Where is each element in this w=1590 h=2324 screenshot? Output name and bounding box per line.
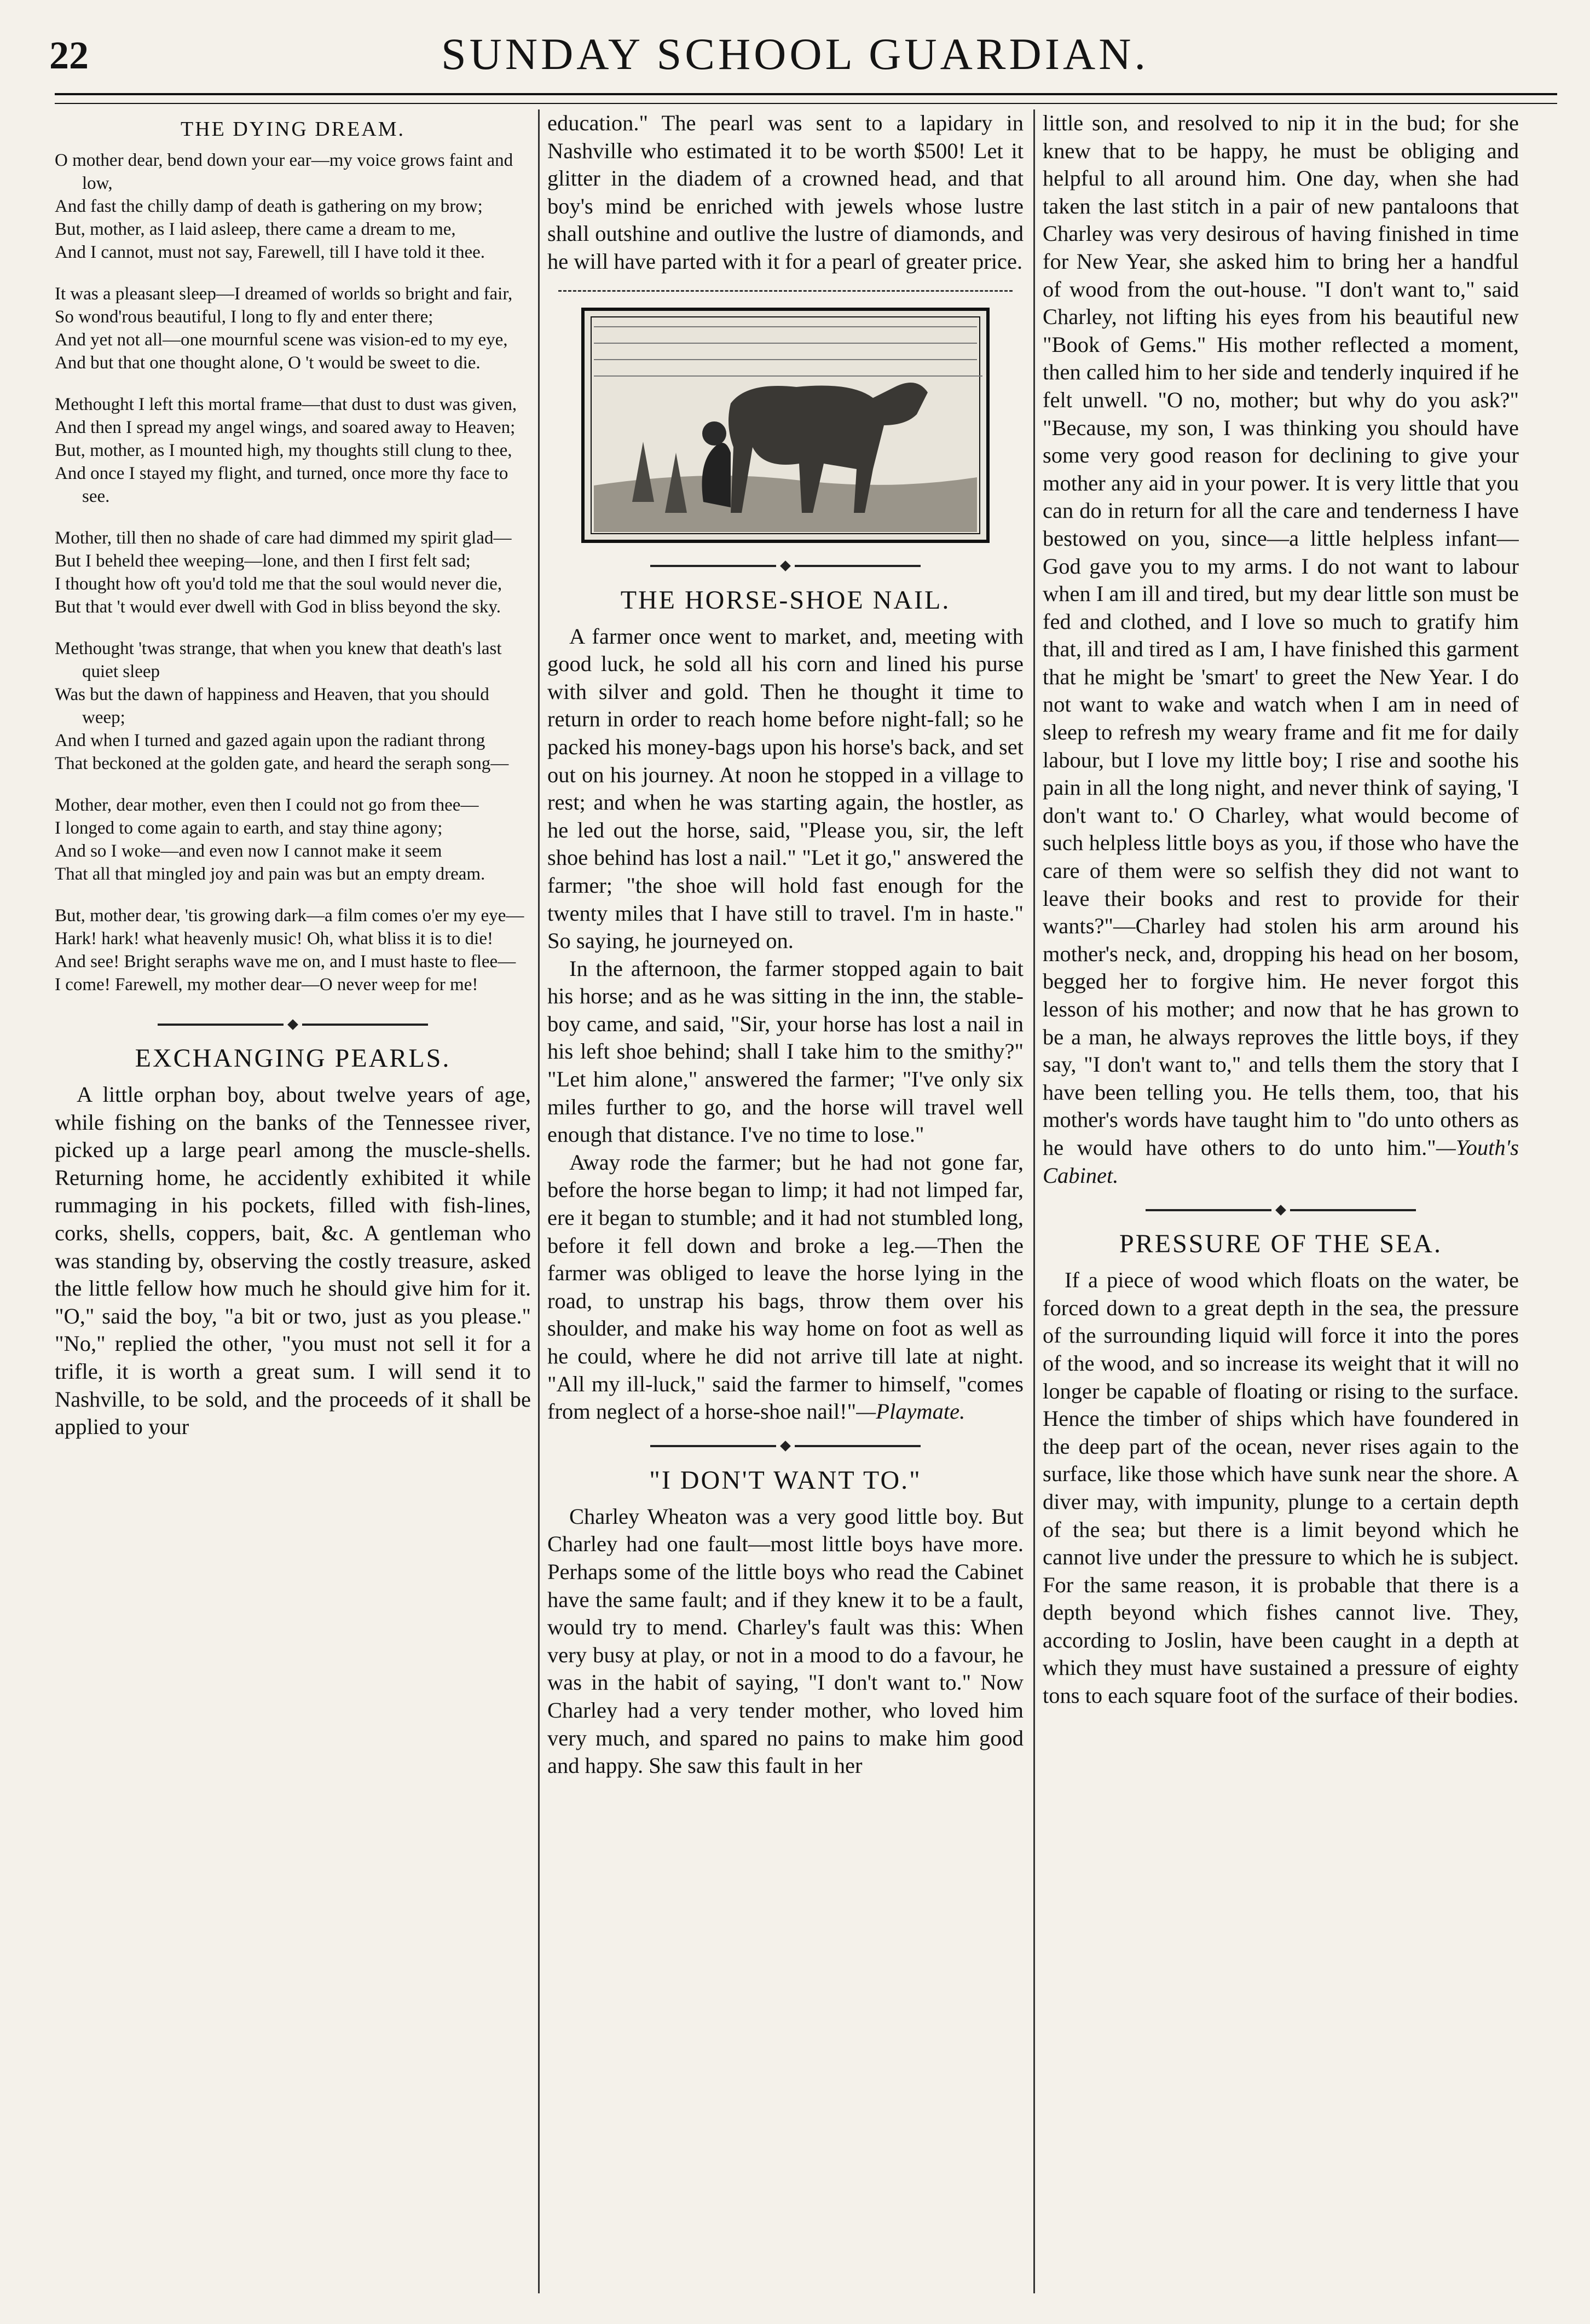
paragraph: education." The pearl was sent to a lapidary in Nashville who estimated it to be worth $500! Let it glitter in the diadem of a crowned head, and that boy's mind be enriched with jewels whose lustre shall outshine and outlive the lustre of diamonds, and he will have parted with it for a pearl of greater price. — [547, 111, 1024, 274]
article-title: "I DON'T WANT TO." — [649, 1465, 922, 1495]
column-3 — [1043, 109, 1519, 2293]
verse-line: Mother, till then no shade of care had dimmed my spirit glad— — [55, 528, 512, 548]
paragraph: A little orphan boy, about twelve years of age, while fishing on the banks of the Tennessee river, picked up a large pearl among the muscle-shells. Returning home, he accidently exhibited it while rummaging in his pockets, filled with fish-lines, corks, shells, coppers, bait, &c. A gentleman who was standing by, observing the costly treasure, asked the little fellow how much he should give him for it. "O," said the boy, "a bit or two, just as you please." "No," replied the other, "you must not sell it for a trifle, it is worth a great sum. I will send it to Nashville, to be sold, and the proceeds of it shall be applied to your — [55, 1082, 531, 1440]
verse-line: I thought how oft you'd told me that the soul would never die, — [55, 574, 502, 594]
column-divider — [538, 109, 540, 2293]
paragraph-text: little son, and resolved to nip it in the bud; for she knew that to be happy, he must be obliging and helpful to all around him. One day, when she had taken the last stitch in a pair of new pantaloons that Charley was very desirous of having finished in time for New Year, she asked him to bring her a handful of wood from the out-house. "I don't want to," said Charley, not lifting his eyes from his beautiful new "Book of Gems." His mother reflected a moment, then called him to her side and tenderly inquired if he felt unwell. "O no, mother; but why do you ask?" "Because, my son, I was thinking you should have some very good reason for declining to give your mother any aid in your power. It is very little that you can do in return for all the care and tenderness I have bestowed on you, since—a little helpless infant—God gave you to my arms. I do not want to labour when I am ill and tired, but my dear little son must be fed and clothed, and I love so much to gratify him that, ill and tired as I am, I have finished this garment that he might be 'smart' to greet the New Year. I do not want to wake and watch when I am in need of sleep to refresh my weary frame and fit me for daily labour, but I love my little boy; I rise and soothe his pain in all the long night, and never think of saying, 'I don't want to.' O Charley, what would become of such helpless little boys as you, if those who have the care of them were so selfish they did not want to leave their books and rest to provide for their wants?"—Charley had stolen his arm around his mother's neck, and, dropping his head on her bosom, begged her to forgive him. He never forgot this lesson of his mother; and now that he has grown to be a man, he always reproves the little boys, if they say, "I don't want to," and tells them the story that I have been telling you. He tells them, too, that his mother's words have taught him to "do unto others as he would have others to do unto him." — [1043, 111, 1519, 1160]
page-number: 22 — [49, 33, 89, 77]
horse-woodcut-image — [566, 305, 1004, 546]
section-ornament — [1043, 1200, 1519, 1218]
horse-illustration — [566, 305, 1004, 546]
verse-line: Methought I left this mortal frame—that dust to dust was given, — [55, 395, 517, 414]
article-body — [55, 1081, 531, 1441]
verse-line: And when I turned and gazed again upon the radiant throng — [55, 731, 485, 750]
page-header — [33, 22, 1557, 88]
verse-line: I longed to come again to earth, and stay thine agony; — [55, 818, 443, 838]
paragraph-text: Away rode the farmer; but he had not gone far, before the horse began to limp; it had not limped far, ere it began to stumble; and it had not stumbled long, before it fell down and broke a leg.—Then the farmer was obliged to leave the horse lying in the road, to unstrap his bags, throw them over his shoulder, and make his way home on foot as well as he could, where he did not arrive till late at night. "All my ill-luck," said the farmer to himself, "comes from neglect of a horse-shoe nail!" — [547, 1149, 1024, 1424]
article-body — [547, 623, 1024, 1426]
stanza — [55, 393, 531, 508]
verse-line: And once I stayed my flight, and turned, once more thy face to see. — [55, 464, 508, 506]
verse-line: And yet not all—one mournful scene was vision-ed to my eye, — [55, 330, 508, 350]
section-ornament — [547, 557, 1024, 574]
verse-line: Methought 'twas strange, that when you knew that death's last quiet sleep — [55, 639, 502, 681]
poem-title: THE DYING DREAM. — [180, 118, 406, 141]
stanza — [55, 149, 531, 264]
paragraph: Charley Wheaton was a very good little boy. But Charley had one fault—most little boys have more. Perhaps some of the little boys who read the Cabinet have the same fault; and if they knew it to be a fault, would try to mend. Charley's fault was this: When very busy at play, or not in a mood to do a favour, he was in the habit of saying, "I don't want to." Now Charley had a very tender mother, who loved him very much, and spared no pains to make him good and happy. She saw this fault in her — [547, 1504, 1024, 1778]
verse-line: And see! Bright seraphs wave me on, and I must haste to flee— — [55, 952, 516, 972]
article-title: THE HORSE-SHOE NAIL. — [620, 585, 951, 615]
source-attribution: —Playmate. — [856, 1399, 965, 1424]
verse-line: Mother, dear mother, even then I could not go from thee— — [55, 795, 479, 815]
header-rule — [55, 93, 1557, 104]
verse-line: And then I spread my angel wings, and soared away to Heaven; — [55, 418, 516, 437]
verse-line: Hark! hark! what heavenly music! Oh, what bliss it is to die! — [55, 929, 493, 949]
article-title: PRESSURE OF THE SEA. — [1119, 1229, 1442, 1259]
section-rule — [558, 290, 1013, 297]
column-2 — [547, 109, 1024, 2293]
verse-line: And so I woke—and even now I cannot make it seem — [55, 841, 442, 861]
stanza — [55, 282, 531, 374]
stanza — [55, 637, 531, 775]
verse-line: But, mother, as I mounted high, my thoughts still clung to thee, — [55, 441, 512, 460]
article-body-continued — [547, 109, 1024, 276]
verse-line: But that 't would ever dwell with God in bliss beyond the sky. — [55, 597, 501, 617]
article-body — [1043, 1267, 1519, 1710]
verse-line: I come! Farewell, my mother dear—O never weep for me! — [55, 975, 478, 995]
column-1 — [55, 109, 531, 2293]
masthead: SUNDAY SCHOOL GUARDIAN. — [441, 29, 1149, 79]
verse-line: But, mother, as I laid asleep, there came a dream to me, — [55, 219, 456, 239]
verse-line: That all that mingled joy and pain was but an empty dream. — [55, 864, 485, 884]
article-title: EXCHANGING PEARLS. — [135, 1044, 451, 1073]
paragraph: If a piece of wood which floats on the water, be forced down to a great depth in the sea, the pressure of the surrounding liquid will force it into the pores of the wood, and so increase its weight that it will no longer be capable of floating or rising to the surface. Hence the timber of ships which have foundered in the deep part of the ocean, never rises again to the surface, like those which have sunk near the shore. A diver may, with impunity, plunge to a certain depth of the sea; but there is a limit beyond which he cannot live under the pressure to which he is subject. For the same reason, it is probable that there is a depth beyond which fishes cannot live. They, according to Joslin, have been caught in a depth at which they must have sustained a pressure of eighty tons to each square foot of the surface of their bodies. — [1043, 1268, 1519, 1708]
verse-line: But, mother dear, 'tis growing dark—a film comes o'er my eye— — [55, 906, 524, 926]
paragraph — [1043, 109, 1519, 1189]
verse-line: And but that one thought alone, O 't would be sweet to die. — [55, 353, 481, 373]
paragraph: A farmer once went to market, and, meeting with good luck, he sold all his corn and lined his purse with silver and gold. Then he thought it time to return in order to reach home before night-fall; so he packed his money-bags upon his horse's back, and set out on his journey. At noon he stopped in a village to rest; and when he was starting again, the hostler, as he led out the horse, said, "Please you, sir, the left shoe behind has lost a nail." "Let it go," answered the farmer; "the shoe will hold fast enough for the twenty miles that I have still to travel. I'm in haste." So saying, he journeyed on. — [547, 623, 1024, 953]
verse-line: It was a pleasant sleep—I dreamed of worlds so bright and fair, — [55, 284, 513, 304]
article-body-continued — [1043, 109, 1519, 1189]
verse-line: That beckoned at the golden gate, and heard the seraph song— — [55, 754, 509, 773]
verse-line: So wond'rous beautiful, I long to fly and enter there; — [55, 307, 433, 327]
paragraph: In the afternoon, the farmer stopped again to bait his horse; and as he was sitting in the inn, the stable-boy came, and said, "Sir, your horse has lost a nail in his left shoe behind; shall I take him to the smithy?" "Let him alone," answered the farmer; "I've only six miles further to go, and the horse will travel well enough that distance. I've no time to lose." — [547, 956, 1024, 1147]
stanza — [55, 794, 531, 886]
verse-line: But I beheld thee weeping—lone, and then I first felt sad; — [55, 551, 471, 571]
stanza — [55, 904, 531, 996]
verse-line: Was but the dawn of happiness and Heaven, that you should weep; — [55, 685, 489, 727]
article-body — [547, 1503, 1024, 1780]
column-divider — [1033, 109, 1035, 2293]
section-ornament — [547, 1437, 1024, 1454]
verse-line: O mother dear, bend down your ear—my voice grows faint and low, — [55, 151, 513, 193]
paragraph — [547, 1149, 1024, 1426]
source-attribution: —Youth's Cabinet. — [1043, 1135, 1519, 1188]
verse-line: And fast the chilly damp of death is gathering on my brow; — [55, 196, 483, 216]
stanza — [55, 527, 531, 618]
verse-line: And I cannot, must not say, Farewell, till I have told it thee. — [55, 242, 485, 262]
section-ornament — [55, 1015, 531, 1032]
poem-body — [55, 149, 531, 996]
